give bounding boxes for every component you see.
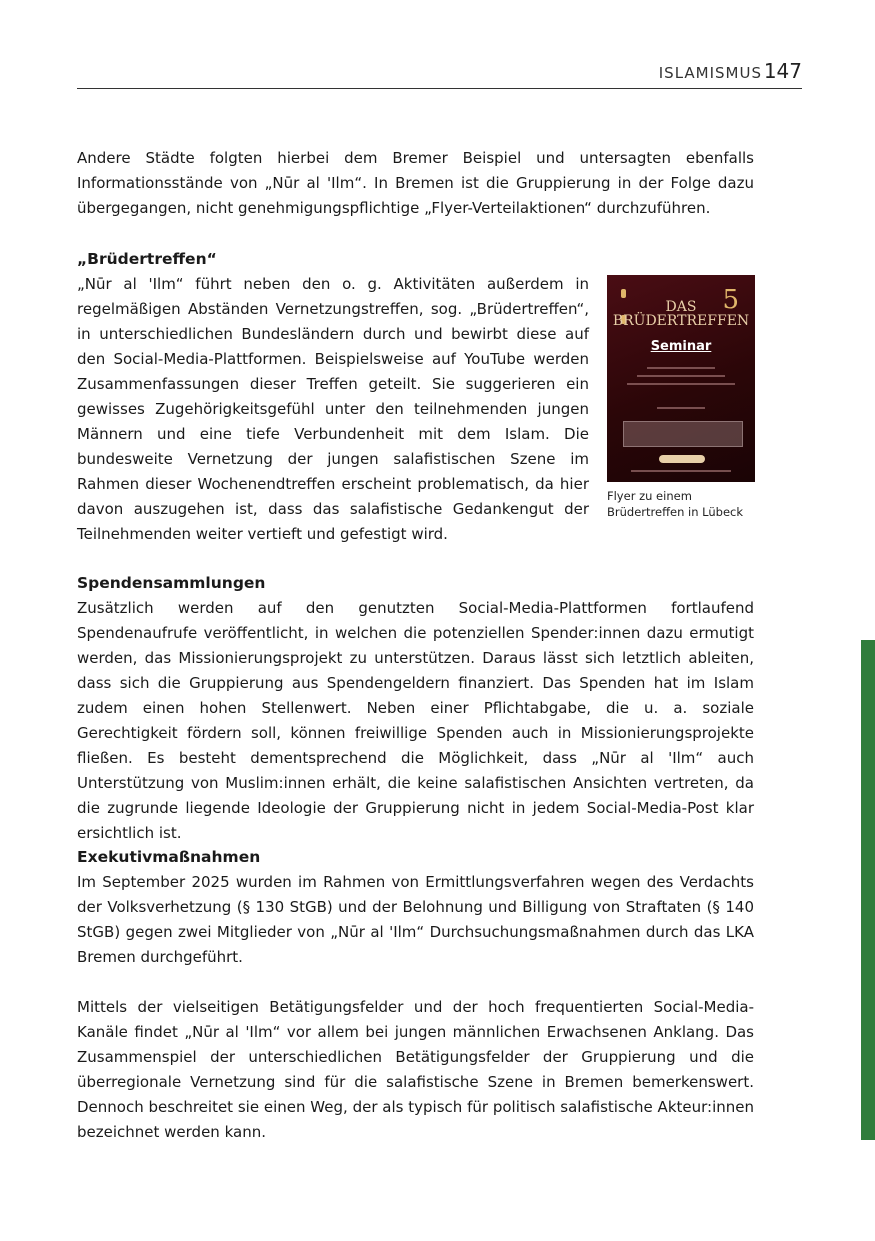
heading-bruedertreffen: „Brüdertreffen“ bbox=[77, 250, 217, 268]
flyer-text-line bbox=[637, 375, 725, 377]
heading-spenden: Spendensammlungen bbox=[77, 574, 266, 592]
flyer-text-line bbox=[627, 383, 735, 385]
closing-paragraph: Mittels der vielseitigen Betätigungsfelder und der hoch frequentierten Social-Media-Kanäle findet „Nūr al 'Ilm“ vor allem bei jungen männlichen Erwachsenen Anklang. Das Zusammenspiel der unterschiedlichen Betätigungsfelder der Gruppierung und die überregionale Vernetzung sind für die salafistische Szene in Bremen bemerkenswert. Dennoch beschreitet sie einen Weg, der als typisch für politisch salafistische Akteur:innen bezeichnet werden kann. bbox=[77, 998, 754, 1141]
flyer-text-line bbox=[647, 367, 715, 369]
running-header bbox=[77, 56, 802, 89]
flyer-image bbox=[607, 275, 755, 482]
section-title: ISLAMISMUS bbox=[658, 64, 762, 82]
lantern-icon bbox=[621, 289, 626, 298]
flyer-text-line bbox=[631, 470, 731, 472]
flyer-text-line bbox=[657, 407, 705, 409]
chapter-tab-marker bbox=[861, 640, 875, 1140]
page-number: 147 bbox=[763, 59, 802, 83]
figure-caption: Flyer zu einem Brüdertreffen in Lübeck bbox=[607, 489, 744, 519]
bruedertreffen-paragraph: „Nūr al 'Ilm“ führt neben den o. g. Aktivitäten außerdem in regelmäßigen Abständen Vernetzungstreffen, sog. „Brüdertreffen“, in unterschiedlichen Bundesländern durch und bewirbt diese auf den Social-Media-Plattformen. Beispielsweise auf YouTube werden Zusammenfassungen dieser Treffen geteilt. Sie suggerieren ein gewisses Zugehörigkeitsgefühl unter den teilnehmenden jungen Männern und eine tiefe Verbundenheit mit dem Islam. Die bundesweite Vernetzung der jungen salafistischen Szene im Rahmen dieser Wochenendtreffen erscheint problematisch, da hier davon auszugehen ist, dass das salafistische Gedankengut der Teilnehmenden weiter vertieft und gefestigt wird. bbox=[77, 275, 589, 543]
exekutiv-paragraph: Im September 2025 wurden im Rahmen von Ermittlungsverfahren wegen des Verdachts der Volksverhetzung (§ 130 StGB) und der Belohnung und Billigung von Straftaten (§ 140 StGB) gegen zwei Mitglieder von „Nūr al 'Ilm“ Durchsuchungsmaßnahmen durch das LKA Bremen durchgeführt. bbox=[77, 873, 754, 966]
flyer-info-box bbox=[623, 421, 743, 447]
flyer-button bbox=[659, 455, 705, 463]
heading-exekutiv: Exekutivmaßnahmen bbox=[77, 848, 261, 866]
flyer-title: DAS BRÜDERTREFFEN bbox=[612, 299, 750, 329]
spenden-paragraph: Zusätzlich werden auf den genutzten Social-Media-Plattformen fortlaufend Spendenaufrufe veröffentlicht, in welchen die potenziellen Spender:innen dazu ermutigt werden, das Missionierungsprojekt zu unterstützen. Daraus lässt sich letztlich ableiten, dass sich die Gruppierung aus Spendengeldern finanziert. Das Spenden hat im Islam zudem einen hohen Stellenwert. Neben einer Pflichtabgabe, die u. a. soziale Gerechtigkeit fördern soll, können freiwillige Spenden auch in Missionierungsprojekte fließen. Es besteht dementsprechend die Möglichkeit, dass „Nūr al 'Ilm“ auch Unterstützung von Muslim:innen erhält, die keine salafistischen Ansichten vertreten, da die zugrunde liegende Ideologie der Gruppierung nicht in jedem Social-Media-Post klar ersichtlich ist. bbox=[77, 599, 754, 842]
intro-paragraph: Andere Städte folgten hierbei dem Bremer Beispiel und untersagten ebenfalls Informationsstände von „Nūr al 'Ilm“. In Bremen ist die Gruppierung in der Folge dazu übergegangen, nicht genehmigungspflichtige „Flyer-Verteilaktionen“ durchzuführen. bbox=[77, 149, 754, 217]
flyer-number: 5 bbox=[722, 285, 739, 315]
flyer-event: Seminar bbox=[650, 339, 712, 354]
